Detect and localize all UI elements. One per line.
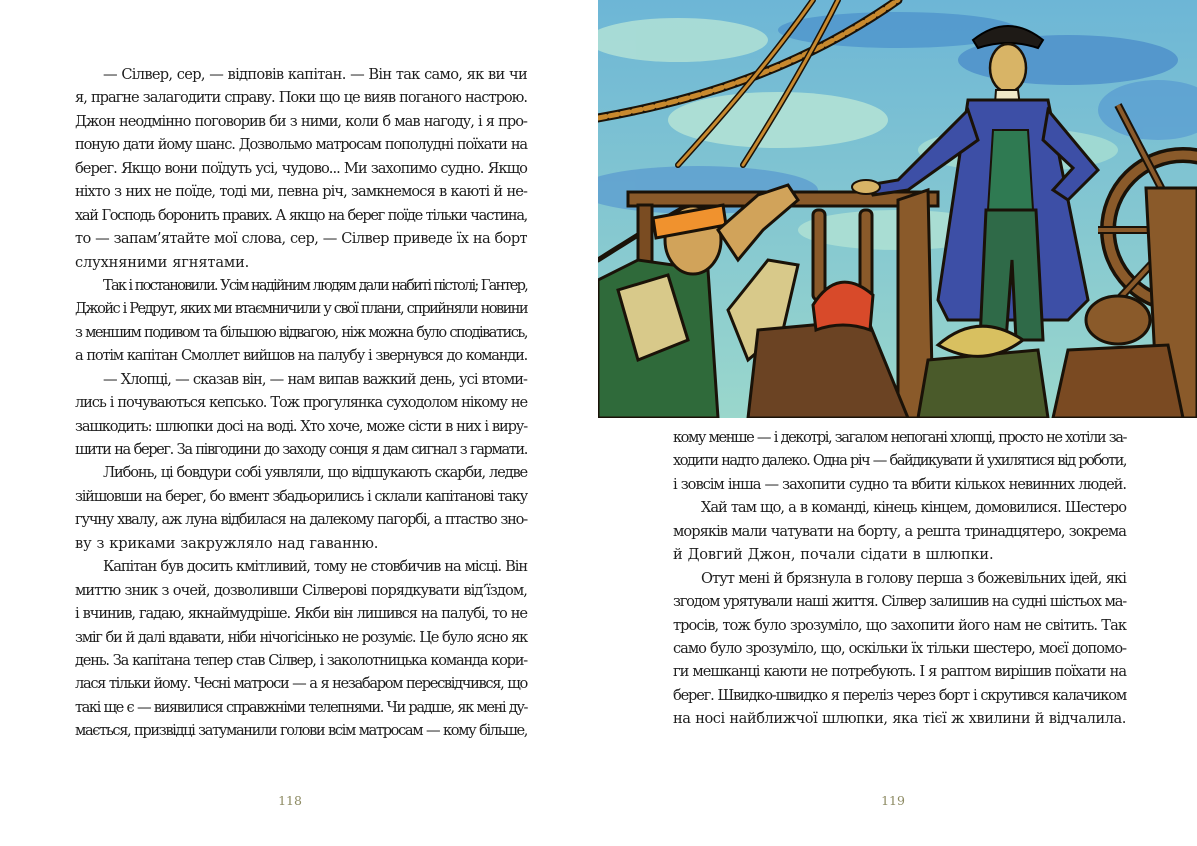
text-line: ву з криками закружляло над гаванню. bbox=[75, 534, 379, 552]
text-line: Отут мені й брязнула в голову перша з божевільних ідей, які bbox=[701, 569, 1126, 587]
text-line: моряків мали чатувати на борту, а решта тринадцятеро, зокрема bbox=[673, 522, 1126, 540]
text-line: кому менше — і декотрі, загалом непогані хлопці, просто не хотіли за- bbox=[673, 429, 1126, 446]
text-line: — Хлопці, — сказав він, — нам випав важкий день, усі втоми- bbox=[103, 370, 527, 388]
text-line: з меншим подивом та більшою відвагою, ніж можна було сподіватись, bbox=[75, 323, 527, 341]
text-line: ги мешканці каюти не потребують. І я раптом вирішив поїхати на bbox=[673, 663, 1126, 681]
text-line: Хай там що, а в команді, кінець кінцем, домовилися. Шестеро bbox=[701, 499, 1126, 517]
right-page bbox=[598, 0, 1197, 846]
text-line: лись і почуваються кепсько. Тож прогулянка суходолом нікому не bbox=[75, 394, 527, 412]
text-line: день. За капітана тепер став Сілвер, і заколотницька команда кори- bbox=[75, 651, 527, 669]
text-line: Так і постановили. Усім надійним людям дали набиті пістолі; Гантер, bbox=[103, 276, 527, 294]
text-line: слухняними ягнятами. bbox=[75, 253, 250, 271]
text-line: і зовсім інша — захопити судно та вбити кількох невинних людей. bbox=[673, 475, 1126, 493]
text-line: — Сілвер, сер, — відповів капітан. — Він так само, як ви чи bbox=[103, 66, 527, 83]
page-number-left: 118 bbox=[278, 793, 302, 808]
text-line: на носі найближчої шлюпки, яка тієї ж хвилини й відчалила. bbox=[673, 710, 1126, 728]
page-number-right: 119 bbox=[881, 793, 905, 808]
text-line: і вчинив, гадаю, якнаймудріше. Якби він лишився на палубі, то не bbox=[75, 605, 527, 623]
text-line: само було зрозуміло, що, оскільки їх тільки шестеро, моєї допомо- bbox=[673, 639, 1126, 657]
text-line: зашкодить: шлюпки досі на воді. Хто хоче, може сісти в них і виру- bbox=[75, 417, 527, 435]
text-line: шити на берег. За півгодини до заходу сонця я дам сигнал з гармати. bbox=[75, 441, 527, 458]
text-line: зійшовши на берег, бо вмент збадьорились і склали капітанові таку bbox=[75, 487, 527, 505]
text-line: згодом урятували наші життя. Сілвер залишив на судні шістьох ма- bbox=[673, 593, 1126, 611]
text-line: лася тільки йому. Чесні матроси — а я незабаром пересвідчився, що bbox=[75, 675, 527, 693]
text-line: поную дати йому шанс. Дозвольмо матросам пополудні поїхати на bbox=[75, 136, 527, 154]
left-page-text bbox=[75, 63, 527, 743]
text-line: мається, призвідці затуманили голови всім матросам — кому більше, bbox=[75, 722, 527, 740]
text-line: берег. Швидко-швидко я переліз через борт і скрутився калачиком bbox=[673, 686, 1126, 704]
text-line: такі ще є — виявилися справжніми телепнями. Чи радше, як мені ду- bbox=[75, 698, 527, 716]
text-line: й Довгий Джон, почали сідати в шлюпки. bbox=[673, 546, 994, 564]
text-line: гучну хвалу, аж луна відбилася на далекому пагорбі, а птаство зно- bbox=[75, 511, 527, 529]
text-line: ніхто з них не поїде, тоді ми, певна річ, замкнемося в каюті й не- bbox=[75, 183, 527, 201]
text-line: зміг би й далі вдавати, ніби нічогісінько не розуміє. Це було ясно як bbox=[75, 628, 527, 646]
text-line: то — запам’ятайте мої слова, сер, — Сілвер приведе їх на борт bbox=[75, 230, 527, 248]
text-line: Капітан був досить кмітливий, тому не стовбичив на місці. Він bbox=[103, 558, 527, 576]
text-line: хай Господь боронить правих. А якщо на берег поїде тільки частина, bbox=[75, 206, 527, 224]
left-page bbox=[0, 0, 598, 846]
text-line: миттю зник з очей, дозволивши Сілверові порядкувати від’їздом, bbox=[75, 581, 527, 599]
text-line: тросів, тож було зрозуміло, що захопити його нам не світить. Так bbox=[673, 616, 1126, 634]
text-line: ходити надто далеко. Одна річ — байдикувати й ухилятися від роботи, bbox=[673, 452, 1126, 470]
text-line: а потім капітан Смоллет вийшов на палубу і звернувся до команди. bbox=[75, 347, 527, 365]
text-line: Джойс і Редрут, яких ми втаємничили у свої плани, сприйняли новини bbox=[75, 300, 527, 318]
text-line: Джон неодмінно поговорив би з ними, коли б мав нагоду, і я про- bbox=[75, 112, 527, 130]
captain-on-deck-illustration bbox=[598, 0, 1197, 418]
right-page-text bbox=[673, 426, 1126, 731]
text-line: я, прагне залагодити справу. Поки що це вияв поганого настрою. bbox=[75, 89, 527, 107]
text-line: берег. Якщо вони поїдуть усі, чудово... Ми захопимо судно. Якщо bbox=[75, 159, 527, 177]
text-line: Либонь, ці бовдури собі уявляли, що відшукають скарби, ледве bbox=[103, 464, 527, 482]
